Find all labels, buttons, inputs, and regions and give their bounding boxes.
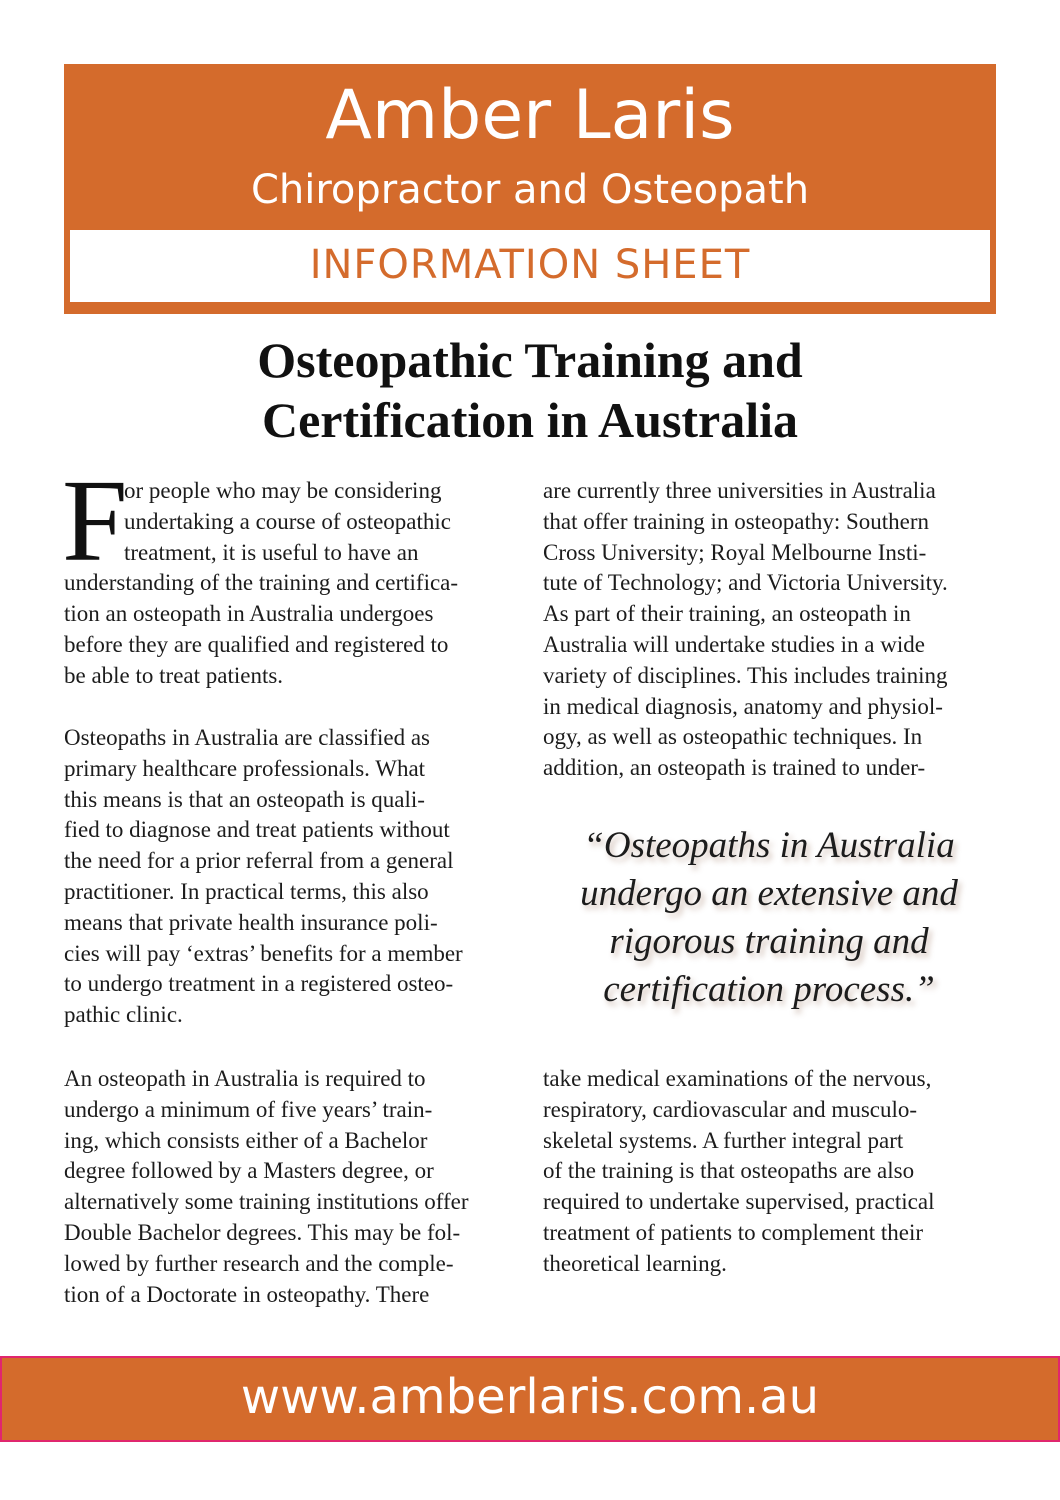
col1-paragraph-3-line: Double Bachelor degrees. This may be fol- [64,1219,461,1245]
pull-quote-line: undergo an extensive and [580,873,958,914]
col1-paragraph-1-line: treatment, it is useful to have an [124,539,419,565]
col2-paragraph-1-line: As part of their training, an osteopath in [543,601,911,627]
col1-paragraph-3-line: degree followed by a Masters degree, or [64,1158,434,1184]
pull-quote-line: “Osteopaths in Australia [583,825,955,866]
col1-paragraph-2-line: to undergo treatment in a registered osteo- [64,971,454,997]
col1-paragraph-3-line: alternatively some training institutions offer [64,1189,469,1215]
col1-paragraph-2-line: primary healthcare professionals. What [64,755,426,781]
col2-paragraph-1-line: addition, an osteopath is trained to under- [543,755,926,781]
col1-paragraph-2-line: practitioner. In practical terms, this also [64,878,429,904]
col1-paragraph-2-line: this means is that an osteopath is quali- [64,786,425,812]
col1-paragraph-2-line: fied to diagnose and treat patients without [64,817,450,843]
col2-paragraph-1-line: Cross University; Royal Melbourne Insti- [543,539,927,565]
footer-website-url[interactable]: www.amberlaris.com.au [240,1369,820,1425]
col1-paragraph-3-line: ing, which consists either of a Bachelor [64,1127,428,1153]
col1-paragraph-1-line: undertaking a course of osteopathic [124,508,451,534]
col2-paragraph-2-line: respiratory, cardiovascular and musculo- [543,1096,918,1122]
col1-paragraph-2-line: cies will pay ‘extras’ benefits for a member [64,940,463,966]
col1-paragraph-2-line: pathic clinic. [64,1002,183,1028]
col2-paragraph-2 [543,1064,1003,1280]
article-title-line-1: Osteopathic Training and [257,332,803,388]
col1-paragraph-2-line: means that private health insurance poli- [64,909,438,935]
col2-paragraph-2-line: required to undertake supervised, practical [543,1189,935,1215]
col1-paragraph-1-line: be able to treat patients. [64,662,284,688]
col1-paragraph-1-line: tion an osteopath in Australia undergoes [64,601,434,627]
article-title-line-2: Certification in Australia [261,392,799,448]
col1-paragraph-1-line: or people who may be considering [124,478,442,503]
col2-paragraph-2-line: skeletal systems. A further integral part [543,1127,904,1153]
col2-paragraph-1-line: in medical diagnosis, anatomy and physiol- [543,693,943,719]
col1-paragraph-1 [64,476,524,692]
col1-paragraph-2-line: Osteopaths in Australia are classified as [64,725,430,750]
col2-paragraph-2-line: of the training is that osteopaths are also [543,1158,915,1184]
col2-paragraph-2-line: theoretical learning. [543,1250,727,1276]
col1-paragraph-3-line: undergo a minimum of five years’ train- [64,1096,433,1122]
col2-paragraph-1-line: tute of Technology; and Victoria University. [543,570,948,596]
pull-quote-line: certification process.” [603,969,935,1010]
drop-cap: F [62,455,128,586]
col2-paragraph-1-line: Australia will undertake studies in a wide [543,631,925,657]
col2-paragraph-2-line: take medical examinations of the nervous, [543,1066,932,1091]
col1-paragraph-3-line: An osteopath in Australia is required to [64,1066,426,1091]
pull-quote-line: rigorous training and [609,921,929,962]
col2-paragraph-1-line: that offer training in osteopathy: Southern [543,508,930,534]
article-title [0,330,1060,450]
info-sheet-label: INFORMATION SHEET [309,242,751,288]
col1-paragraph-1-line: understanding of the training and certifica- [64,570,459,596]
col2-paragraph-2-line: treatment of patients to complement their [543,1219,924,1245]
col2-paragraph-1-line: are currently three universities in Australia [543,478,936,503]
col1-paragraph-3 [64,1064,524,1310]
col1-paragraph-2 [64,723,524,1031]
col1-paragraph-2-line: the need for a prior referral from a general [64,848,454,874]
col1-paragraph-3-line: lowed by further research and the comple- [64,1250,454,1276]
col2-paragraph-1-line: variety of disciplines. This includes training [543,662,948,688]
brand-name: Amber Laris [325,76,735,155]
col2-paragraph-1-line: ogy, as well as osteopathic techniques. In [543,724,923,750]
col1-paragraph-3-line: tion of a Doctorate in osteopathy. There [64,1281,430,1307]
brand-subtitle: Chiropractor and Osteopath [250,167,810,213]
pull-quote [544,822,994,1014]
col2-paragraph-1 [543,476,1003,784]
col1-paragraph-1-line: before they are qualified and registered to [64,631,449,657]
